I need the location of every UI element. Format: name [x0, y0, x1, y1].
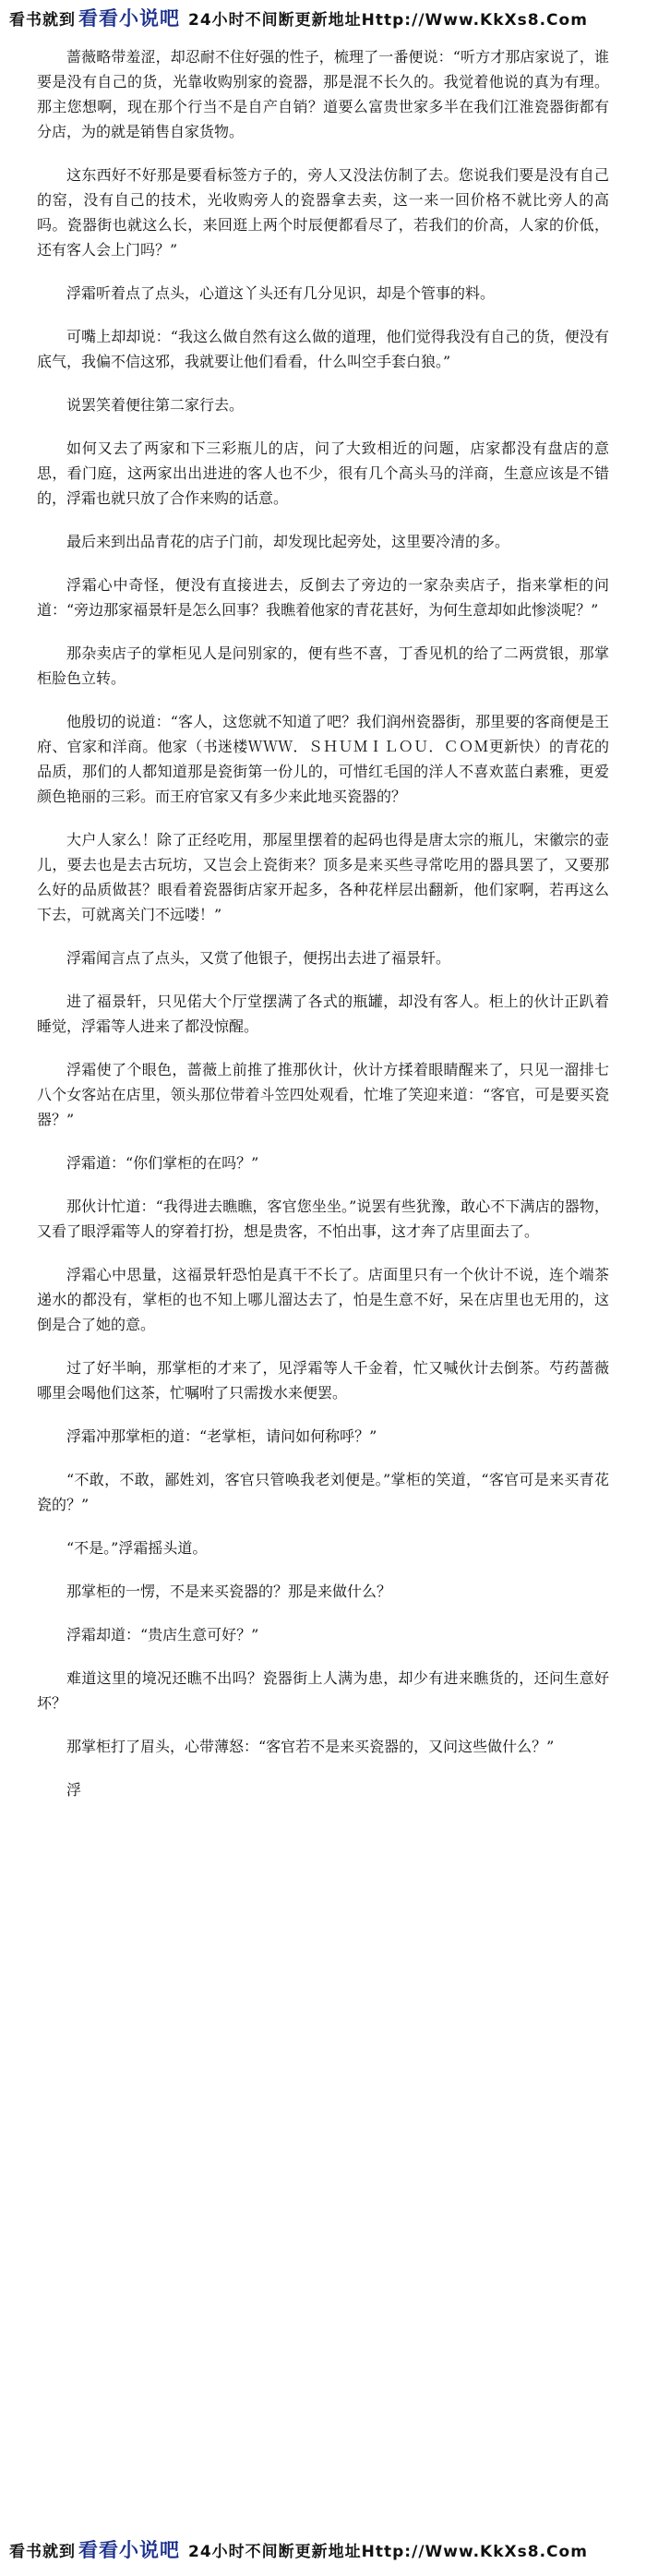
paragraph: 进了福景轩，只见偌大个厅堂摆满了各式的瓶罐，却没有客人。柜上的伙计正趴着睡觉，浮霜等人进来了都没惊醒。 [37, 993, 609, 1035]
paragraph: 难道这里的境况还瞧不出吗？瓷器街上人满为患，却少有进来瞧货的，还问生意好坏？ [37, 1669, 609, 1712]
bottom-banner [0, 2532, 646, 2567]
paragraph: 那伙计忙道：“我得进去瞧瞧，客官您坐坐。”说罢有些犹豫，敢心不下满店的器物，又看了眼浮霜等人的穿着打扮，想是贵客，不怕出事，这才奔了店里面去了。 [37, 1198, 609, 1240]
paragraph: 浮霜心中思量，这福景轩恐怕是真干不长了。店面里只有一个伙计不说，连个端茶递水的都没有，掌柜的也不知上哪儿溜达去了，怕是生意不好，呆在店里也无用的，这倒是合了她的意。 [37, 1266, 609, 1333]
paragraph: 这东西好不好那是要看标签方子的，旁人又没法仿制了去。您说我们要是没有自己的窑，没有自己的技术，光收购旁人的瓷器拿去卖，这一来一回价格不就比旁人的高吗。瓷器街也就这么长，来回逛上两个时辰便都看尽了，若我们的价高，人家的价低，还有客人会上门吗？” [37, 166, 609, 259]
paragraph: 浮霜听着点了点头，心道这丫头还有几分见识，却是个管事的料。 [66, 284, 496, 302]
site-prefix: 看书就到 [9, 2542, 76, 2561]
paragraph: 大户人家么！除了正经吃用，那屋里摆着的起码也得是唐太宗的瓶儿，宋徽宗的壶儿，要去也是去古玩坊，又岂会上瓷街来？顶多是来买些寻常吃用的器具罢了，又要那么好的品质做甚？眼看着瓷器街店家开起多，各种花样层出翻新，他们家啊，若再这么下去，可就离关门不远喽！” [37, 831, 609, 923]
site-prefix: 看书就到 [9, 10, 76, 30]
paragraph: 他殷切的说道：“客人，这您就不知道了吧？我们润州瓷器街，那里要的客商便是王府、官家和洋商。他家（书迷楼ＷＷＷ．ＳＨＵＭＩＬＯＵ．ＣＯＭ更新快）的青花的品质，那们的人都知道那是瓷街第一份儿的，可惜红毛国的洋人不喜欢蓝白素雅，更爱颜色艳丽的三彩。而王府官家又有多少来此地买瓷器的？ [37, 713, 609, 805]
paragraph: 浮霜心中奇怪，便没有直接进去，反倒去了旁边的一家杂卖店子，指来掌柜的问道：“旁边那家福景轩是怎么回事？我瞧着他家的青花甚好，为何生意却如此惨淡呢？” [37, 576, 609, 619]
site-name-link[interactable]: 看看小说吧 [78, 7, 180, 30]
site-slogan: 24小时不间断更新地址Http://Www.KkXs8.Com [188, 2542, 588, 2561]
top-banner [0, 0, 646, 35]
paragraph: 那掌柜的一愣，不是来买瓷器的？那是来做什么？ [66, 1583, 392, 1600]
paragraph: 说罢笑着便往第二家行去。 [66, 396, 245, 414]
paragraph: 最后来到出品青花的店子门前，却发现比起旁处，这里要冷清的多。 [66, 533, 510, 550]
paragraph: 浮霜却道：“贵店生意可好？” [66, 1626, 259, 1643]
paragraph: “不是。”浮霜摇头道。 [66, 1539, 208, 1557]
paragraph: 浮霜道：“你们掌柜的在吗？” [66, 1154, 259, 1172]
paragraph: 那杂卖店子的掌柜见人是问别家的，便有些不喜，丁香见机的给了二两赏银，那掌柜脸色立转。 [37, 644, 609, 687]
paragraph: 过了好半晌，那掌柜的才来了，见浮霜等人千金着，忙又喊伙计去倒茶。芍药蔷薇哪里会喝他们这茶，忙嘱咐了只需拨水来便罢。 [37, 1359, 609, 1402]
paragraph: 浮霜冲那掌柜的道：“老掌柜，请问如何称呼？” [66, 1427, 377, 1445]
paragraph: “不敢，不敢，鄙姓刘，客官只管唤我老刘便是。”掌柜的笑道，“客官可是来买青花瓷的？” [37, 1471, 609, 1513]
paragraph: 可嘴上却却说：“我这么做自然有这么做的道理，他们觉得我没有自己的货，便没有底气，我偏不信这邪，我就要让他们看看，什么叫空手套白狼。” [37, 328, 609, 370]
site-name-link[interactable]: 看看小说吧 [78, 2539, 180, 2561]
chapter-body [0, 35, 646, 2530]
paragraph: 那掌柜打了眉头，心带薄怒：“客官若不是来买瓷器的，又问这些做什么？” [66, 1738, 555, 1755]
paragraph: 浮霜闻言点了点头，又赏了他银子，便拐出去进了福景轩。 [66, 949, 451, 967]
site-slogan: 24小时不间断更新地址Http://Www.KkXs8.Com [188, 10, 588, 30]
paragraph: 如何又去了两家和下三彩瓶儿的店，问了大致相近的问题，店家都没有盘店的意思，看门庭，这两家出出进进的客人也不少，很有几个高头马的洋商，生意应该是不错的，浮霜也就只放了合作来购的话意。 [37, 439, 609, 507]
paragraph: 蔷薇略带羞涩，却忍耐不住好强的性子，梳理了一番便说：“听方才那店家说了，谁要是没有自己的货，光靠收购别家的瓷器，那是混不长久的。我觉着他说的真为有理。那主您想啊，现在那个行当不是自产自销？道要么富贵世家多半在我们江淮瓷器街都有分店，为的就是销售自家货物。 [37, 48, 609, 140]
paragraph: 浮 [66, 1781, 82, 1799]
paragraph: 浮霜使了个眼色，蔷薇上前推了推那伙计，伙计方揉着眼睛醒来了，只见一溜排七八个女客站在店里，领头那位带着斗笠四处观看，忙堆了笑迎来道：“客官，可是要买瓷器？” [37, 1061, 609, 1128]
